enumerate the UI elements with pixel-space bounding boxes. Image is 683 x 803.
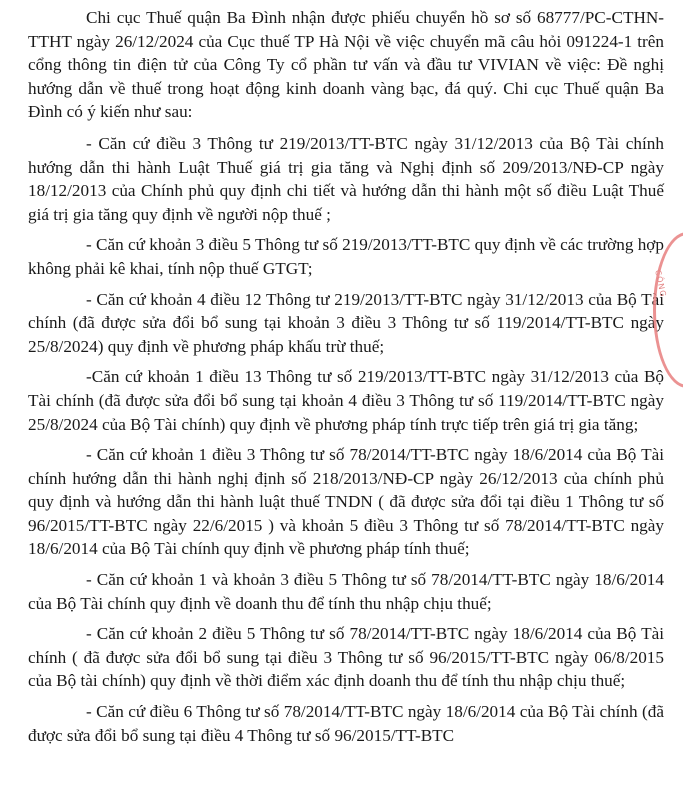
seal-text: CÔNG <box>653 269 668 299</box>
paragraph-legal-basis: - Căn cứ điều 3 Thông tư 219/2013/TT-BTC ngày 31/12/2013 của Bộ Tài chính hướng dẫn thi hành Luật Thuế giá trị gia tăng và Nghị định số 209/2013/NĐ-CP ngày 18/12/2013 của Chính phủ quy định chi tiết và hướng dẫn thi hành một số điều Luật Thuế giá trị gia tăng quy định về người nộp thuế ; <box>28 133 664 224</box>
paragraph-legal-basis: - Căn cứ điều 6 Thông tư số 78/2014/TT-BTC ngày 18/6/2014 của Bộ Tài chính (đã được sửa đổi bổ sung tại điều 4 Thông tư số 96/2015/TT-BTC <box>28 702 664 745</box>
paragraph-legal-basis: -Căn cứ khoản 1 điều 13 Thông tư số 219/2013/TT-BTC ngày 31/12/2013 của Bộ Tài chính (đã được sửa đổi bổ sung tại khoản 4 điều 3 Thông tư số 119/2014/TT-BTC ngày 25/8/2024 của Bộ Tài chính) quy định về phương pháp tính trực tiếp trên giá trị gia tăng; <box>28 367 664 434</box>
paragraph-legal-basis: - Căn cứ khoản 3 điều 5 Thông tư số 219/2013/TT-BTC quy định về các trường hợp không phải kê khai, tính nộp thuế GTGT; <box>28 235 664 278</box>
paragraph-intro: Chi cục Thuế quận Ba Đình nhận được phiếu chuyển hồ sơ số 68777/PC-CTHN-TTHT ngày 26/12/2024 của Cục thuế TP Hà Nội về việc chuyển mã câu hỏi 091224-1 trên cổng thông tin điện tử của Công Ty cổ phần tư vấn và đầu tư VIVIAN về việc: Đề nghị hướng dẫn về thuế trong hoạt động kinh doanh vàng bạc, đá quý. Chi cục Thuế quận Ba Đình có ý kiến như sau: <box>28 8 664 122</box>
paragraph-legal-basis: - Căn cứ khoản 1 và khoản 3 điều 5 Thông tư số 78/2014/TT-BTC ngày 18/6/2014 của Bộ Tài chính quy định về doanh thu để tính thu nhập chịu thuế; <box>28 570 664 613</box>
document-body <box>28 6 664 754</box>
paragraph-legal-basis: - Căn cứ khoản 1 điều 3 Thông tư số 78/2014/TT-BTC ngày 18/6/2014 của Bộ Tài chính hướng dẫn thi hành nghị định số 218/2013/NĐ-CP ngày 26/12/2013 của chính phủ quy định và hướng dẫn thi hành luật thuế TNDN ( đã được sửa đổi tại điều 1 Thông tư số 96/2015/TT-BTC ngày 22/6/2015 ) và khoản 5 điều 3 Thông tư số 78/2014/TT-BTC ngày 18/6/2014 của Bộ Tài chính quy định về phương pháp tính thuế; <box>28 445 664 559</box>
paragraph-legal-basis: - Căn cứ khoản 4 điều 12 Thông tư 219/2013/TT-BTC ngày 31/12/2013 của Bộ Tài chính (đã được sửa đổi bổ sung tại khoản 3 điều 3 Thông tư số 119/2014/TT-BTC ngày 25/8/2024) quy định về phương pháp khấu trừ thuế; <box>28 289 664 356</box>
paragraph-legal-basis: - Căn cứ khoản 2 điều 5 Thông tư số 78/2014/TT-BTC ngày 18/6/2014 của Bộ Tài chính ( đã được sửa đổi bổ sung tại điều 3 Thông tư số 96/2015/TT-BTC ngày 06/8/2015 của Bộ tài chính) quy định về thời điểm xác định doanh thu để tính thu nhập chịu thuế; <box>28 624 664 691</box>
